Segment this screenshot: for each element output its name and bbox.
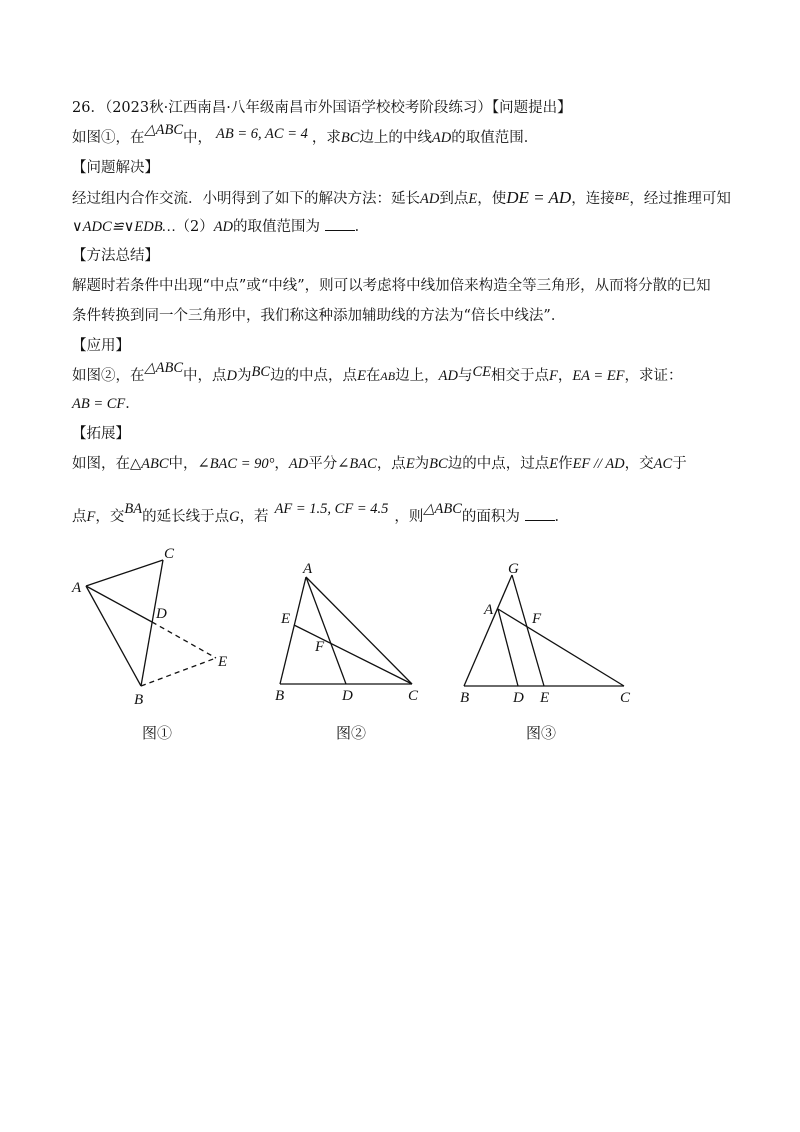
fig3-label-d: D	[513, 690, 524, 705]
fig1-label-e: E	[218, 654, 228, 670]
apply-line-1: 如图②，在△ABC中，点D为BC边的中点，点E在AB边上，AD与CE相交于点F，EA = EF，求证：	[72, 360, 683, 384]
fig1-line-de-dashed	[152, 622, 216, 658]
fig3-label-b: B	[460, 690, 470, 705]
congruence-statement: ∨ADC≌∨EDB…	[72, 219, 176, 235]
prove-ab-cf: AB = CF	[72, 396, 126, 412]
fig1-line-cb	[141, 560, 163, 686]
fig2-label-c: C	[408, 688, 419, 704]
congruence-line: ∨ADC≌∨EDB…（2）AD的取值范围为 ．	[72, 216, 369, 237]
section-heading-extend: 【拓展】	[72, 426, 130, 442]
fig3-line-ge	[512, 575, 544, 686]
given-lengths: AB = 6, AC = 4	[216, 126, 308, 142]
apply-line-2: AB = CF．	[72, 396, 140, 412]
fig2-label-a: A	[303, 561, 313, 577]
fig1-line-be-dashed	[141, 658, 216, 686]
answer-blank-2	[525, 506, 555, 521]
condition-de-ad: DE = AD	[506, 188, 572, 207]
fig2-label-b: B	[275, 688, 285, 704]
fig3-line-bg	[464, 575, 512, 686]
extend-line-2: 点F，交BA的延长线于点G，若 AF = 1.5, CF = 4.5 ，则△ABC的面积为 ．	[72, 501, 570, 525]
problem-header	[72, 98, 572, 118]
problem-statement-line: 如图①，在△ABC中， AB = 6, AC = 4 ，求BC边上的中线AD的取值范围．	[72, 122, 539, 146]
method-line-2: 条件转换到同一个三角形中，我们称这种添加辅助线的方法为“倍长中线法”．	[72, 308, 566, 324]
fig3-label-g: G	[508, 561, 519, 577]
problem-source: 26．（2023秋·江西南昌·八年级南昌市外国语学校校考阶段练习）【问题提出】	[72, 100, 572, 116]
given-af-cf: AF = 1.5, CF = 4.5	[274, 501, 389, 517]
fig3-label-c: C	[620, 690, 631, 705]
fig3-line-ac	[498, 609, 624, 686]
fig2-line-ce	[294, 625, 412, 684]
fig1-line-ac	[86, 560, 163, 586]
fig1-label-a: A	[72, 580, 82, 596]
fig3-label-a: A	[484, 602, 494, 618]
fig3-label-e: E	[540, 690, 550, 705]
section-heading-apply: 【应用】	[72, 338, 130, 354]
caption-figure-2: 图②	[336, 724, 367, 742]
fig2-line-ad	[306, 577, 346, 684]
fig1-label-d: D	[156, 606, 167, 622]
fig2-line-ab	[280, 577, 306, 684]
section-heading-method: 【方法总结】	[72, 248, 159, 264]
extend-line-1: 如图，在△ABC中，∠BAC = 90°，AD平分∠BAC，点E为BC边的中点，过点E作EF // AD，交AC于	[72, 456, 687, 472]
fig1-label-c: C	[164, 546, 175, 562]
section-heading-solve: 【问题解决】	[72, 160, 159, 176]
fig2-label-d: D	[342, 688, 353, 704]
fig3-label-f: F	[532, 611, 542, 627]
figure-1	[60, 540, 260, 710]
fig2-label-e: E	[281, 611, 291, 627]
caption-figure-1: 图①	[142, 724, 173, 742]
fig3-line-ad	[498, 609, 518, 686]
figure-2	[265, 555, 445, 705]
fig2-label-f: F	[315, 639, 325, 655]
caption-figure-3: 图③	[526, 724, 557, 742]
triangle-abc: △ABC	[144, 122, 184, 138]
answer-blank-1	[325, 216, 355, 231]
fig2-line-ac	[306, 577, 412, 684]
fig1-label-b: B	[134, 692, 144, 708]
method-line-1: 解题时若条件中出现“中点”或“中线”，则可以考虑将中线加倍来构造全等三角形，从而将分散的已知	[72, 278, 711, 294]
solution-line: 经过组内合作交流．小明得到了如下的解决方法：延长AD到点E，使DE = AD，连接$^{BE}$，经过推理可知	[72, 188, 731, 207]
figure-3	[450, 555, 650, 705]
